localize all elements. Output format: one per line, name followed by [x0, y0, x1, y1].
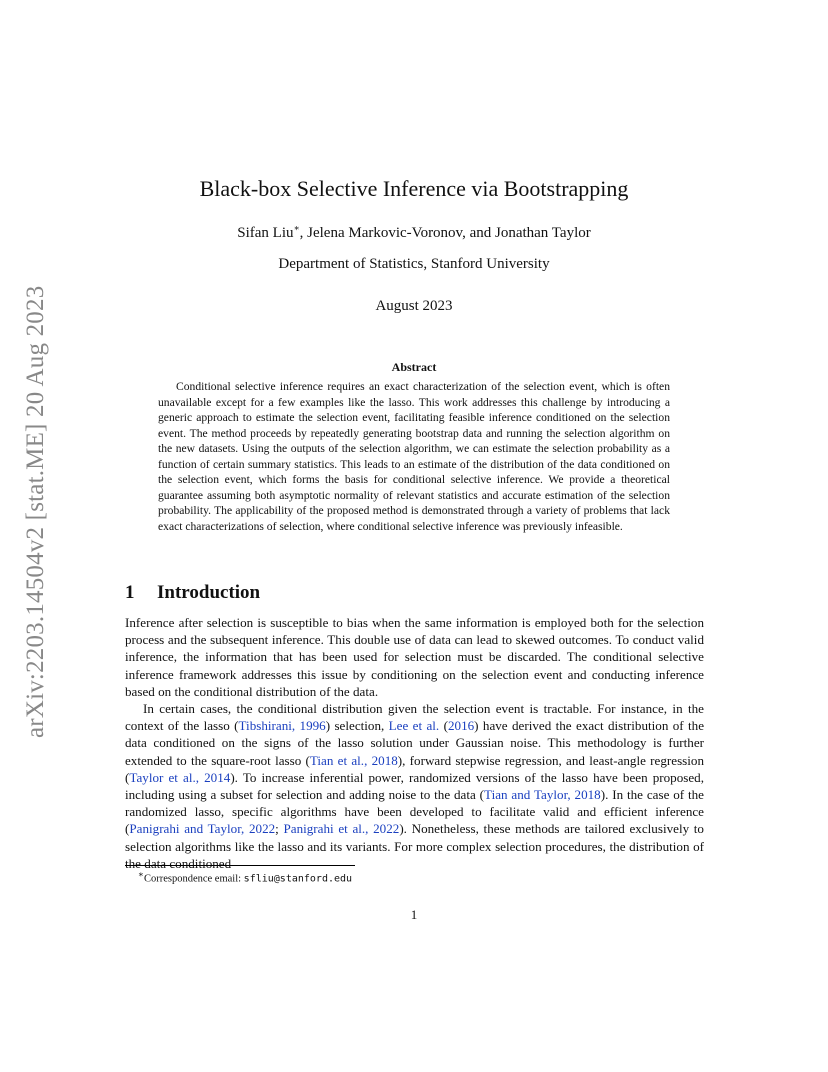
text-run: ). Nonetheless, these methods are tailored exclusively to selection algorithms like the lasso and its variants. For more complex selection procedures, the distribution of the data conditioned	[125, 821, 704, 871]
abstract-heading: Abstract	[391, 360, 437, 374]
author-list	[0, 223, 828, 242]
publication-date: August 2023	[375, 298, 453, 314]
text-run: ) have derived the exact distribution of the data conditioned on the signs of the lasso solution under Gaussian noise. This methodology is further extended to the square-root lasso (	[125, 718, 705, 768]
text-run: ), forward stepwise regression, and least-angle regression (	[125, 752, 704, 785]
citation-link[interactable]: Tian et al., 2018	[309, 752, 398, 768]
paper-title: Black-box Selective Inference via Bootstrapping	[199, 176, 629, 201]
citation-link[interactable]: Taylor et al., 2014	[129, 769, 231, 785]
footnote	[138, 869, 352, 885]
citation-link[interactable]: 2016	[447, 718, 475, 734]
text-run: ). To increase inferential power, randomized versions of the lasso have been proposed, including using a subset for selection and adding noise to the data (	[125, 769, 704, 803]
text-run: ;	[275, 821, 284, 837]
citation-link[interactable]: Panigrahi and Taylor, 2022	[129, 821, 276, 837]
affiliation: Department of Statistics, Stanford University	[278, 256, 550, 272]
citation-link[interactable]: Lee et al.	[388, 718, 440, 734]
paragraph-2	[125, 700, 704, 872]
section-heading	[125, 582, 260, 604]
section-title: Introduction	[157, 582, 261, 603]
footnote-mark: ∗	[138, 869, 144, 879]
arxiv-identifier-stamp: arXiv:2203.14504v2 [stat.ME] 20 Aug 2023	[22, 285, 49, 738]
abstract-text: Conditional selective inference requires an exact characterization of the selection event, which is often unavailable except for a few examples like the lasso. This work addresses this challenge by introducing a generic approach to estimate the selection event, facilitating feasible inference conditioned on the selection event. The method proceeds by repeatedly generating bootstrap data and running the selection algorithm on the new datasets. Using the outputs of the selection algorithm, we can estimate the selection probability as a function of certain summary statistics. This leads to an estimate of the distribution of the data conditioned on the selection event, which forms the basis for conditional selective inference. We provide a theoretical guarantee assuming both asymptotic normality of relevant statistics and accurate estimation of the selection probability. The applicability of the proposed method is demonstrated through a variety of problems that lack exact characterizations of selection, where conditional selective inference was previously infeasible.	[158, 380, 670, 533]
text-run: ). In the case of the randomized lasso, specific algorithms have been developed to facilitate valid and efficient inference (	[125, 787, 704, 837]
text-run: In certain cases, the conditional distribution given the selection event is tractable. For instance, in the context of the lasso (	[125, 701, 704, 734]
citation-link[interactable]: Tibshirani, 1996	[238, 718, 326, 734]
author-rest: , Jelena Markovic-Voronov, and Jonathan Taylor	[299, 225, 591, 241]
author-first: Sifan Liu	[237, 225, 294, 241]
footnote-marker[interactable]: ∗	[293, 223, 300, 233]
footnote-divider	[125, 865, 355, 866]
body-text	[125, 614, 704, 872]
section-number: 1	[125, 582, 135, 603]
footnote-email[interactable]: sfliu@stanford.edu	[243, 873, 353, 885]
footnote-label: Correspondence email:	[143, 873, 244, 885]
text-run: ) selection,	[325, 718, 389, 734]
page-number: 1	[410, 907, 418, 922]
paragraph-1: Inference after selection is susceptible to bias when the same information is employed both for the selection process and the subsequent inference. This double use of data can lead to skewed outcomes. To conduct valid inference, the information that has been used for selection must be discarded. The conditional selective inference framework addresses this issue by conditioning on the selection event and conducting inference based on the conditional distribution of the data.	[125, 615, 704, 699]
citation-link[interactable]: Panigrahi et al., 2022	[283, 821, 400, 837]
text-run: (	[439, 718, 448, 734]
citation-link[interactable]: Tian and Taylor, 2018	[484, 787, 601, 803]
